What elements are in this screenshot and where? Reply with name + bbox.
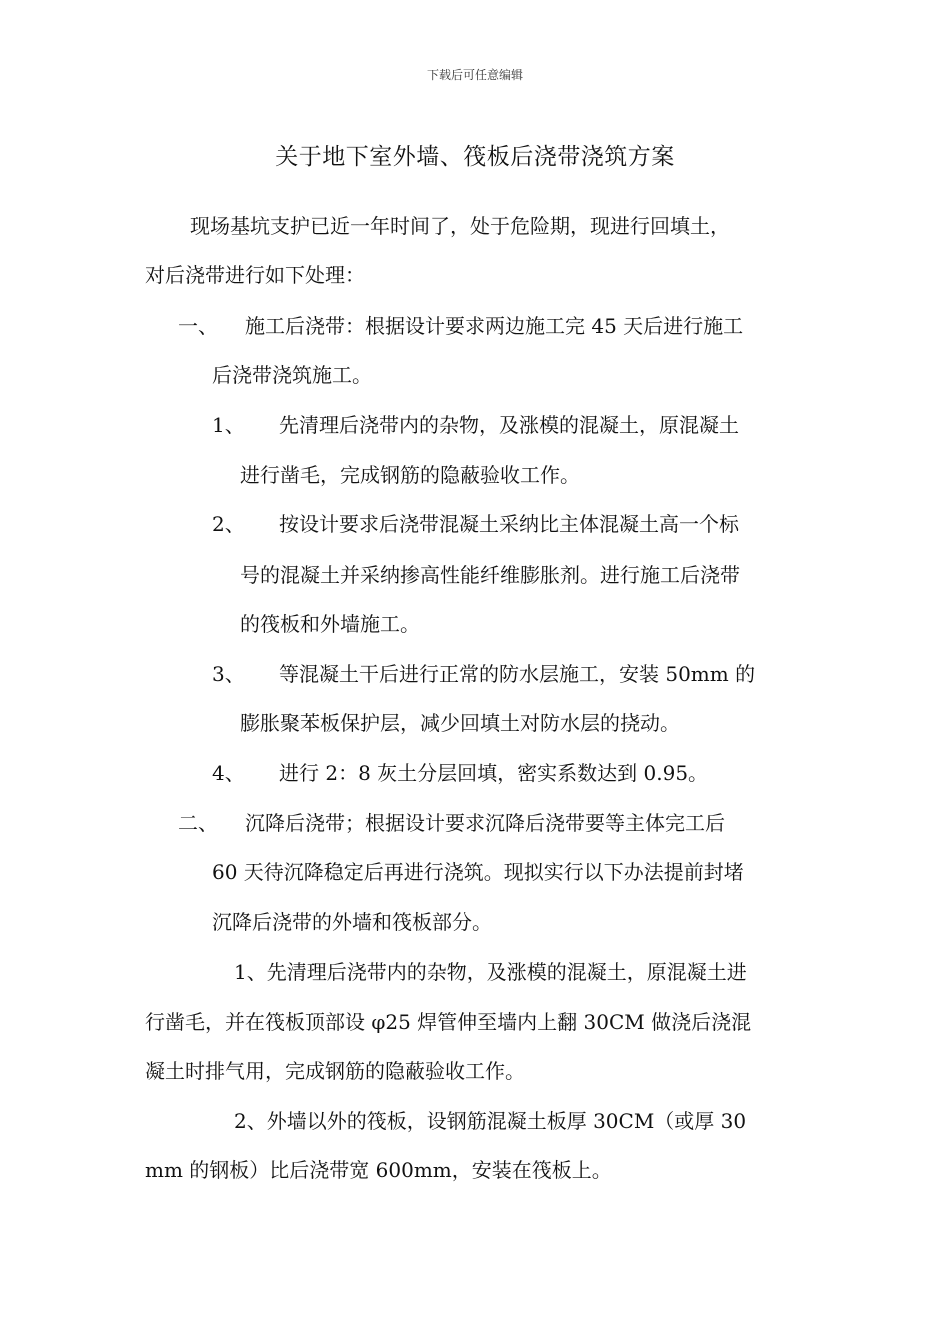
- section-2-marker: 二、: [178, 811, 218, 835]
- header-note: 下载后可任意编辑: [426, 68, 523, 82]
- document-title: 关于地下室外墙、筏板后浇带浇筑方案: [275, 144, 675, 170]
- section-1-marker: 一、: [178, 314, 218, 338]
- section-2-item-1-line-2: 行凿毛，并在筏板顶部设 φ25 焊管伸至墙内上翻 30CM 做浇后浇混: [145, 1010, 752, 1034]
- section-2-item-1-line-3: 凝土时排气用，完成钢筋的隐蔽验收工作。: [145, 1059, 525, 1083]
- section-1-line-2: 后浇带浇筑施工。: [212, 363, 372, 387]
- section-1-item-2-line-1: 按设计要求后浇带混凝土采纳比主体混凝土高一个标: [279, 512, 739, 536]
- section-1-item-3-line-2: 膨胀聚苯板保护层，减少回填土对防水层的挠动。: [240, 711, 680, 735]
- section-1-item-3-marker: 3、: [212, 662, 245, 686]
- section-1-item-2-line-3: 的筏板和外墙施工。: [240, 612, 420, 636]
- section-1-item-3-line-1: 等混凝土干后进行正常的防水层施工，安装 50mm 的: [279, 662, 756, 686]
- section-1-item-2-marker: 2、: [212, 512, 245, 536]
- section-1-item-4-line-1: 进行 2：8 灰土分层回填，密实系数达到 0.95。: [279, 761, 709, 785]
- section-1-item-1-line-2: 进行凿毛，完成钢筋的隐蔽验收工作。: [240, 463, 580, 487]
- section-2-line-1: 沉降后浇带；根据设计要求沉降后浇带要等主体完工后: [245, 811, 725, 835]
- section-1-item-4-marker: 4、: [212, 761, 245, 785]
- intro-line-1: 现场基坑支护已近一年时间了，处于危险期，现进行回填土，: [190, 214, 730, 238]
- section-1-item-1-line-1: 先清理后浇带内的杂物，及涨模的混凝土，原混凝土: [279, 413, 739, 437]
- section-1-line-1: 施工后浇带：根据设计要求两边施工完 45 天后进行施工: [245, 314, 744, 338]
- section-1-item-2-line-2: 号的混凝土并采纳掺高性能纤维膨胀剂。进行施工后浇带: [240, 563, 740, 587]
- section-1-item-1-marker: 1、: [212, 413, 245, 437]
- section-2-item-1-line-1: 1、先清理后浇带内的杂物，及涨模的混凝土，原混凝土进: [234, 960, 747, 984]
- intro-line-2: 对后浇带进行如下处理：: [145, 263, 365, 287]
- section-2-item-2-line-2: mm 的钢板）比后浇带宽 600mm，安装在筏板上。: [145, 1158, 612, 1182]
- section-2-line-3: 沉降后浇带的外墙和筏板部分。: [212, 910, 492, 934]
- section-2-item-2-line-1: 2、外墙以外的筏板，设钢筋混凝土板厚 30CM（或厚 30: [234, 1109, 747, 1133]
- section-2-line-2: 60 天待沉降稳定后再进行浇筑。现拟实行以下办法提前封堵: [212, 860, 744, 884]
